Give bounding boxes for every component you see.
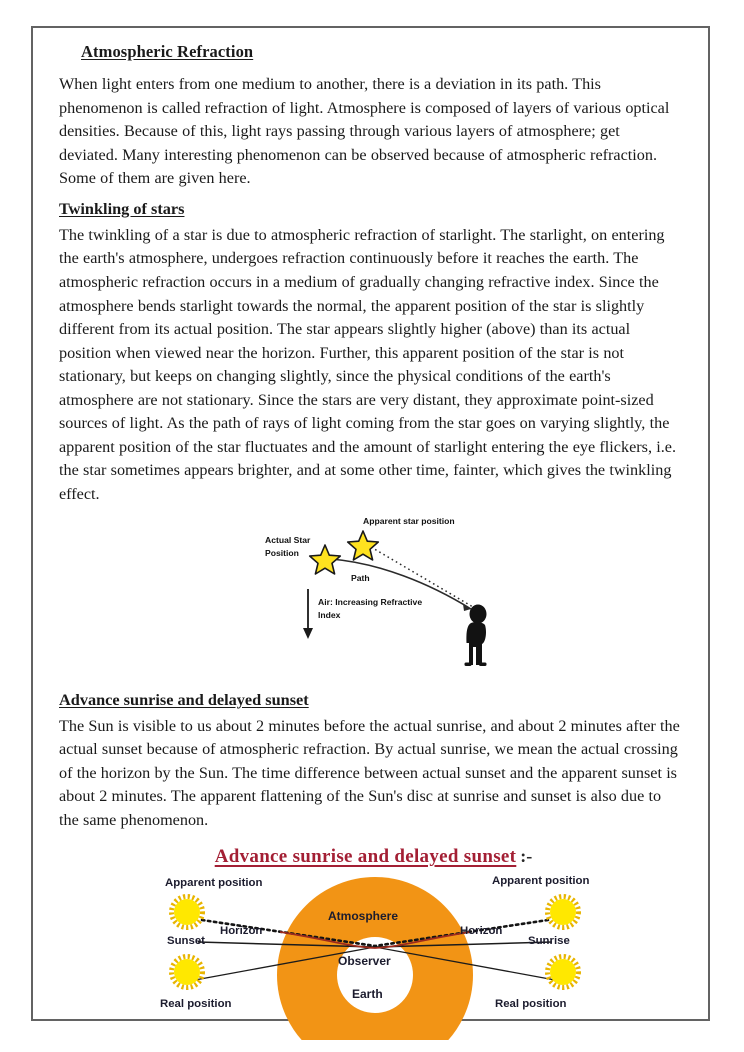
apparent-star-icon (347, 531, 378, 560)
observer-silhouette-icon (464, 604, 486, 666)
label-real-position-right: Real position (494, 998, 567, 1011)
section-heading-advance-sunrise: Advance sunrise and delayed sunset (59, 689, 309, 709)
label-air-refractive-index-line1: Air: Increasing Refractive (317, 596, 422, 607)
label-apparent-position-right: Apparent position (491, 875, 589, 888)
paragraph-advance-sunrise: The Sun is visible to us about 2 minutes before the actual sunrise, and about 2 minutes after the actual sunset because of atmospheric refraction. By actual sunrise, we mean the actual crossing of the horizon by the Sun. The time difference between actual sunset and the apparent sunset is about 2 minutes. The apparent flattening of the Sun's disc at sunrise and sunset is also due to the same phenomenon. (59, 716, 680, 829)
advance-sunrise-delayed-sunset-diagram (140, 870, 610, 1040)
document-page-frame (31, 26, 710, 1021)
label-observer: Observer (337, 954, 391, 969)
sun-real-right-icon (547, 957, 578, 988)
refractive-index-arrow-head (303, 628, 313, 639)
label-actual-star-position-line2: Position (264, 547, 299, 558)
document-page-content (33, 28, 708, 1019)
label-sunset: Sunset (166, 935, 205, 948)
paragraph-twinkling-of-stars: The twinkling of a star is due to atmospheric refraction of starlight. The starlight, on entering the earth's atmosphere, undergoes refraction continuously before it reaches the earth. The atmospheric refraction occurs in a medium of gradually changing refractive index. Since the atmosphere bends starlight towards the normal, the apparent position of the star is slightly different from its actual position. The star appears slightly higher (above) than its actual position when viewed near the horizon. Further, this apparent position of the star is not stationary, but keeps on changing slightly, since the physical conditions of the earth's atmosphere are not stationary. Since the stars are very distant, they approximate point-sized sources of light. As the path of rays of light coming from the star goes on varying slightly, the apparent position of the star fluctuates and the amount of starlight entering the eye flickers, i.e. the star sometimes appears brighter, and at some other time, fainter, which gives the twinkling effect. (59, 225, 677, 503)
label-apparent-star-position: Apparent star position (362, 515, 455, 526)
spacer (59, 669, 682, 682)
sun-apparent-right-icon (547, 897, 578, 928)
red-title-text: Advance sunrise and delayed sunset (214, 846, 517, 868)
label-atmosphere: Atmosphere (327, 909, 398, 924)
sun-real-left-icon (171, 957, 202, 988)
label-sunrise: Sunrise (527, 935, 570, 948)
actual-star-icon (309, 545, 340, 574)
section-heading-twinkling-of-stars: Twinkling of stars (59, 198, 185, 218)
twinkling-of-stars-diagram (259, 511, 519, 669)
page-title: Atmospheric Refraction (81, 42, 254, 61)
label-apparent-position-left: Apparent position (164, 877, 262, 890)
red-title-container (59, 846, 682, 868)
label-path: Path (350, 572, 370, 583)
label-real-position-left: Real position (159, 998, 232, 1011)
paragraph-atmospheric-refraction: When light enters from one medium to another, there is a deviation in its path. This phenomenon is called refraction of light. Atmosphere is composed of layers of various optical densities. Because of this, light rays passing through various layers of atmosphere; get deviated. Many interesting phenomenon can be observed because of atmospheric refraction. Some of them are given here. (59, 75, 670, 188)
red-title-suffix: :- (520, 846, 533, 867)
sun-apparent-left-icon (171, 897, 202, 928)
label-horizon-left: Horizon (219, 925, 262, 938)
label-air-refractive-index-line2: Index (317, 609, 340, 620)
label-earth: Earth (351, 987, 383, 1002)
spacer (59, 66, 682, 73)
label-actual-star-position-line1: Actual Star (264, 534, 310, 545)
label-horizon-right: Horizon (459, 925, 502, 938)
